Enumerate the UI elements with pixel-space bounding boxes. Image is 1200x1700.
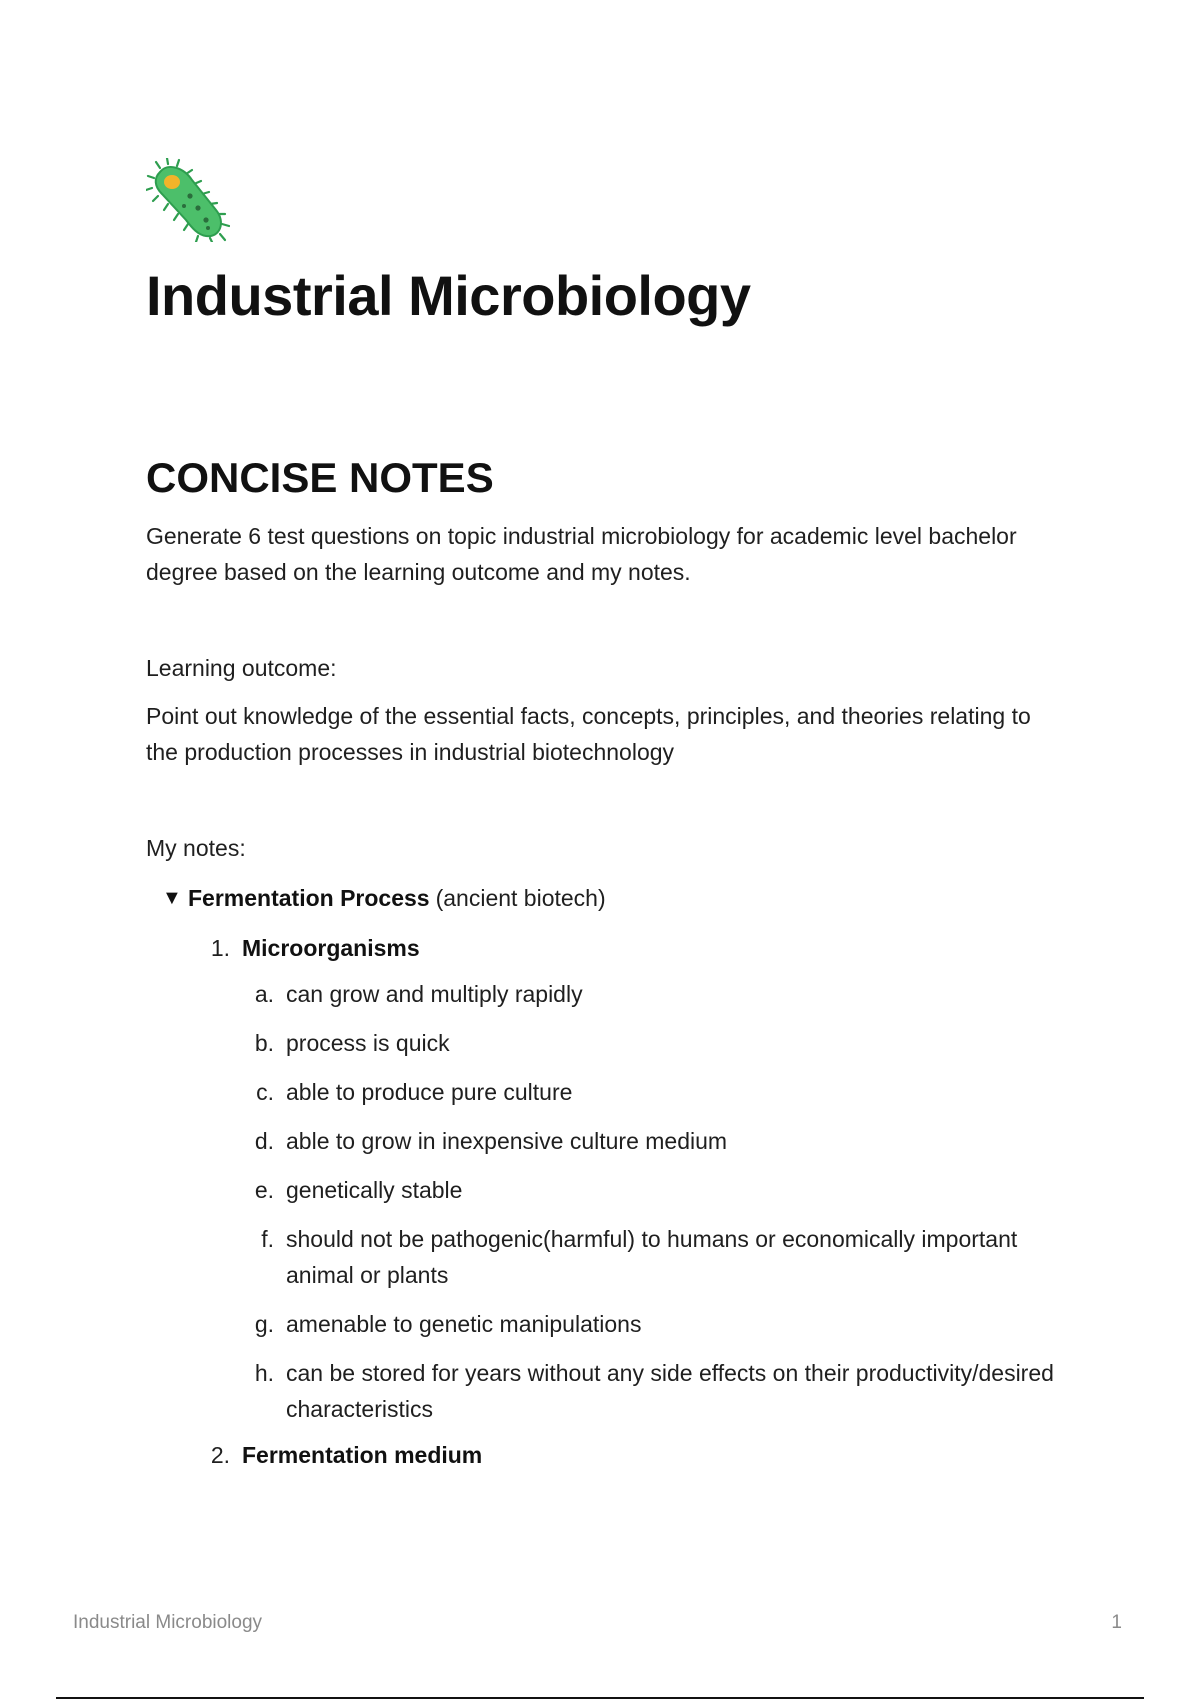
toggle-title: Fermentation Process xyxy=(188,884,430,911)
notes-label: My notes: xyxy=(146,834,246,861)
page-number: 1 xyxy=(1111,1612,1122,1633)
learning-outcome-label: Learning outcome: xyxy=(146,654,337,681)
microbe-icon xyxy=(146,158,230,242)
sub-marker: a. xyxy=(254,980,274,1007)
list-item xyxy=(244,1074,1066,1110)
list-item xyxy=(244,1306,1066,1342)
sub-marker: f. xyxy=(261,1225,274,1252)
sub-marker: g. xyxy=(254,1310,274,1337)
numbered-list xyxy=(200,930,1066,1473)
list-item-fermentation-medium xyxy=(200,1437,1066,1473)
list-item xyxy=(244,1025,1066,1061)
sub-text: should not be pathogenic(harmful) to humans or economically important animal or plants xyxy=(286,1225,1018,1288)
list-item xyxy=(244,976,1066,1012)
sub-marker: c. xyxy=(256,1078,274,1105)
learning-outcome-text: Point out knowledge of the essential facts, concepts, principles, and theories relating to the production processes in industrial biotechnology xyxy=(146,702,1031,765)
list-item xyxy=(244,1172,1066,1208)
section-heading: CONCISE NOTES xyxy=(146,454,494,502)
sub-text: genetically stable xyxy=(286,1176,463,1203)
sub-text: amenable to genetic manipulations xyxy=(286,1310,642,1337)
sub-text: can grow and multiply rapidly xyxy=(286,980,583,1007)
fermentation-process-toggle[interactable] xyxy=(162,880,1066,916)
list-item xyxy=(244,1355,1066,1427)
list-item xyxy=(244,1221,1066,1293)
list-marker: 2. xyxy=(210,1441,230,1468)
sub-marker: d. xyxy=(254,1127,274,1154)
toggle-arrow-icon[interactable]: ▼ xyxy=(162,886,182,909)
sub-marker: e. xyxy=(254,1176,274,1203)
list-item xyxy=(244,1123,1066,1159)
sub-marker: b. xyxy=(254,1029,274,1056)
list-item-title: Microorganisms xyxy=(242,934,420,961)
sub-text: able to grow in inexpensive culture medium xyxy=(286,1127,728,1154)
sub-text: can be stored for years without any side effects on their productivity/desired characteristics xyxy=(286,1359,1054,1422)
footer-title: Industrial Microbiology xyxy=(73,1612,263,1633)
sub-marker: h. xyxy=(254,1359,274,1386)
intro-paragraph: Generate 6 test questions on topic industrial microbiology for academic level bachelor degree based on the learning outcome and my notes. xyxy=(146,522,1017,585)
sub-text: able to produce pure culture xyxy=(286,1078,573,1105)
list-item-microorganisms xyxy=(200,930,1066,966)
list-marker: 1. xyxy=(210,934,230,961)
sub-text: process is quick xyxy=(286,1029,450,1056)
page-content xyxy=(146,158,1066,1473)
list-item-title: Fermentation medium xyxy=(242,1441,483,1468)
toggle-subtitle: (ancient biotech) xyxy=(435,884,606,911)
sub-list xyxy=(244,976,1066,1427)
page-bottom-rule xyxy=(56,1697,1144,1699)
document-title: Industrial Microbiology xyxy=(146,264,751,327)
